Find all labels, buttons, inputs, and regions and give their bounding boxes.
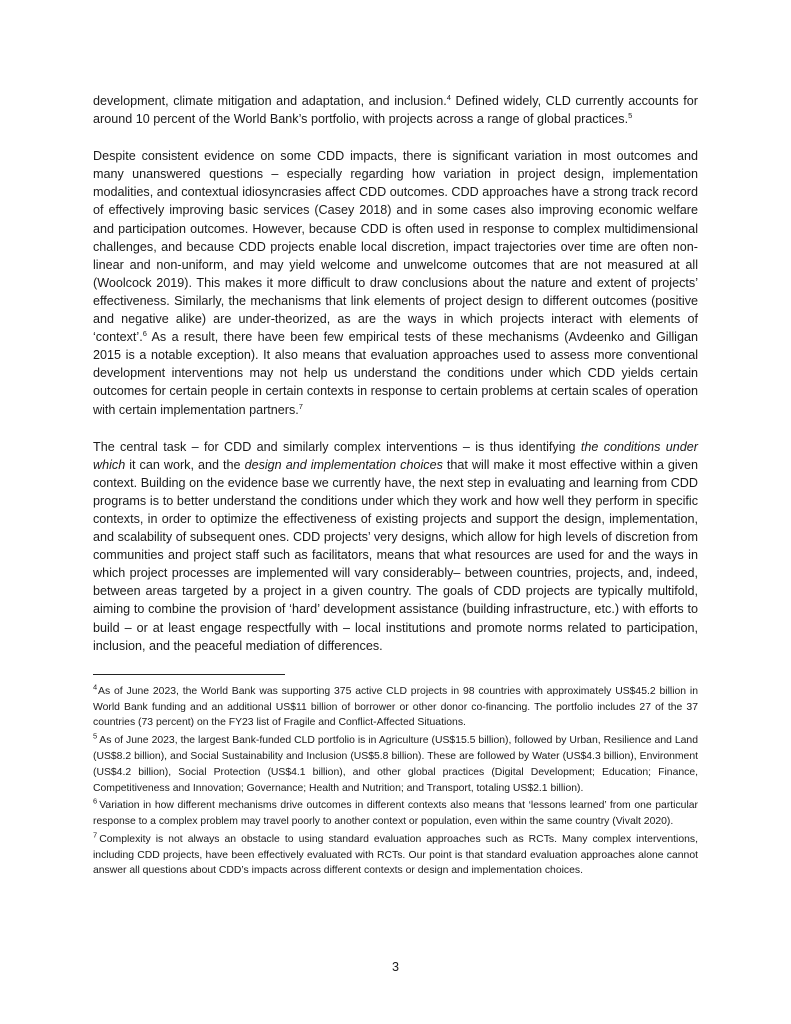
footnote-ref-5[interactable]: 5	[628, 110, 633, 120]
footnote-separator	[93, 674, 285, 675]
footnote-ref-4[interactable]: 4	[446, 92, 451, 102]
footnotes	[93, 684, 698, 880]
footnote-marker: 7	[93, 830, 98, 840]
document-page	[93, 92, 698, 881]
emphasis-text: the conditions under which	[93, 439, 698, 472]
page-number: 3	[391, 960, 399, 974]
footnote-ref-6[interactable]: 6	[142, 328, 147, 338]
body-paragraph-2	[93, 147, 698, 418]
paragraph-text: development, climate mitigation and adaptation, and inclusion.	[93, 94, 447, 108]
body-paragraph-1	[93, 92, 698, 128]
footnote-text: Complexity is not always an obstacle to using standard evaluation approaches such as RCTs. Many complex interventions, including CDD projects, have been effectively evaluated with RCTs. Our point is that standard evaluation approaches alone cannot answer all questions about CDD’s impacts across different contexts or design and implementation choices.	[93, 833, 698, 877]
footnote-marker: 6	[93, 796, 98, 806]
footnote-text: As of June 2023, the largest Bank-funded CLD portfolio is in Agriculture (US$15.5 billion), followed by Urban, Resilience and Land (US$8.2 billion), and Social Sustainability and Inclusion (US$5.8 billion). These are followed by Water (US$4.3 billion), Environment (US$4.2 billion), Social Protection (US$4.1 billion), and other global practices (Digital Development; Education; Finance, Competitiveness and Innovation; Governance; Health and Nutrition; and Transport, totaling US$2.1 billion).	[93, 735, 698, 794]
footnote-marker: 4	[93, 682, 98, 692]
body-paragraph-3	[93, 438, 698, 655]
footnote-7	[93, 832, 698, 879]
footnote-4	[93, 684, 698, 731]
footnote-marker: 5	[93, 731, 98, 741]
paragraph-text: that will make it most effective within a given context. Building on the evidence base we currently have, the next step in evaluating and learning from CDD programs is to better understand the conditions under which they work and how well they perform in specific contexts, in order to optimize the effectiveness of existing projects and support the design, implementation, and scalability of subsequent ones. CDD projects’ very designs, which allow for high levels of discretion from communities and project staff such as facilitators, means that what resources are used for and the ways in which project processes are implemented will vary considerably– between countries, projects, and, indeed, between areas targeted by a project in a given country. The goals of CDD projects are typically multifold, aiming to combine the provision of ‘hard’ development assistance (building infrastructure, etc.) with efforts to build – or at least engage respectfully with – local institutions and promote norms related to participation, inclusion, and the peaceful mediation of differences.	[93, 457, 698, 653]
footnote-text: As of June 2023, the World Bank was supporting 375 active CLD projects in 98 countries with approximately US$45.2 billion in World Bank funding and an additional US$11 billion of borrower or other donor co-financing. The portfolio includes 27 of the 37 countries (73 percent) on the FY23 list of Fragile and Conflict-Affected Situations.	[93, 685, 698, 729]
paragraph-text: it can work, and the	[125, 457, 245, 472]
footnote-5	[93, 733, 698, 796]
paragraph-text: Despite consistent evidence on some CDD impacts, there is significant variation in most outcomes and many unanswered questions – especially regarding how variation in project design, implementation modalities, and contextual idiosyncrasies affect CDD outcomes. CDD approaches have a strong track record of effectively improving basic services (Casey 2018) and in some cases also improving economic welfare and participation outcomes. However, because CDD is often used in response to complex multidimensional challenges, and because CDD projects enable local discretion, impact trajectories over time are often non-linear and non-uniform, and may yield welcome and unwelcome outcomes that are not measured at all (Woolcock 2019). This makes it more difficult to draw conclusions about the nature and extent of projects’ effectiveness. Similarly, the mechanisms that link elements of project design to different outcomes (positive and negative alike) are under-theorized, as are the ways in which projects interact with elements of ‘context’.	[93, 149, 698, 345]
footnote-ref-7[interactable]: 7	[298, 401, 303, 411]
paragraph-text: Defined widely, CLD currently accounts for around 10 percent of the World Bank’s portfolio, with projects across a range of global practices.	[93, 94, 698, 127]
footnote-6	[93, 798, 698, 830]
paragraph-text: The central task – for CDD and similarly complex interventions – is thus identifying	[93, 439, 581, 454]
footnote-text: Variation in how different mechanisms drive outcomes in different contexts also means that ‘lessons learned’ from one particular response to a complex problem may travel poorly to another context or population, even within the same country (Vivalt 2020).	[93, 800, 698, 828]
emphasis-text: design and implementation choices	[244, 457, 443, 472]
paragraph-text: As a result, there have been few empirical tests of these mechanisms (Avdeenko and Gilligan 2015 is a notable exception). It also means that evaluation approaches used to assess more conventional development interventions may not help us understand the conditions under which CDD yields certain outcomes for certain people in certain contexts in response to certain problems at certain scales of operation with certain implementation partners.	[93, 330, 698, 417]
